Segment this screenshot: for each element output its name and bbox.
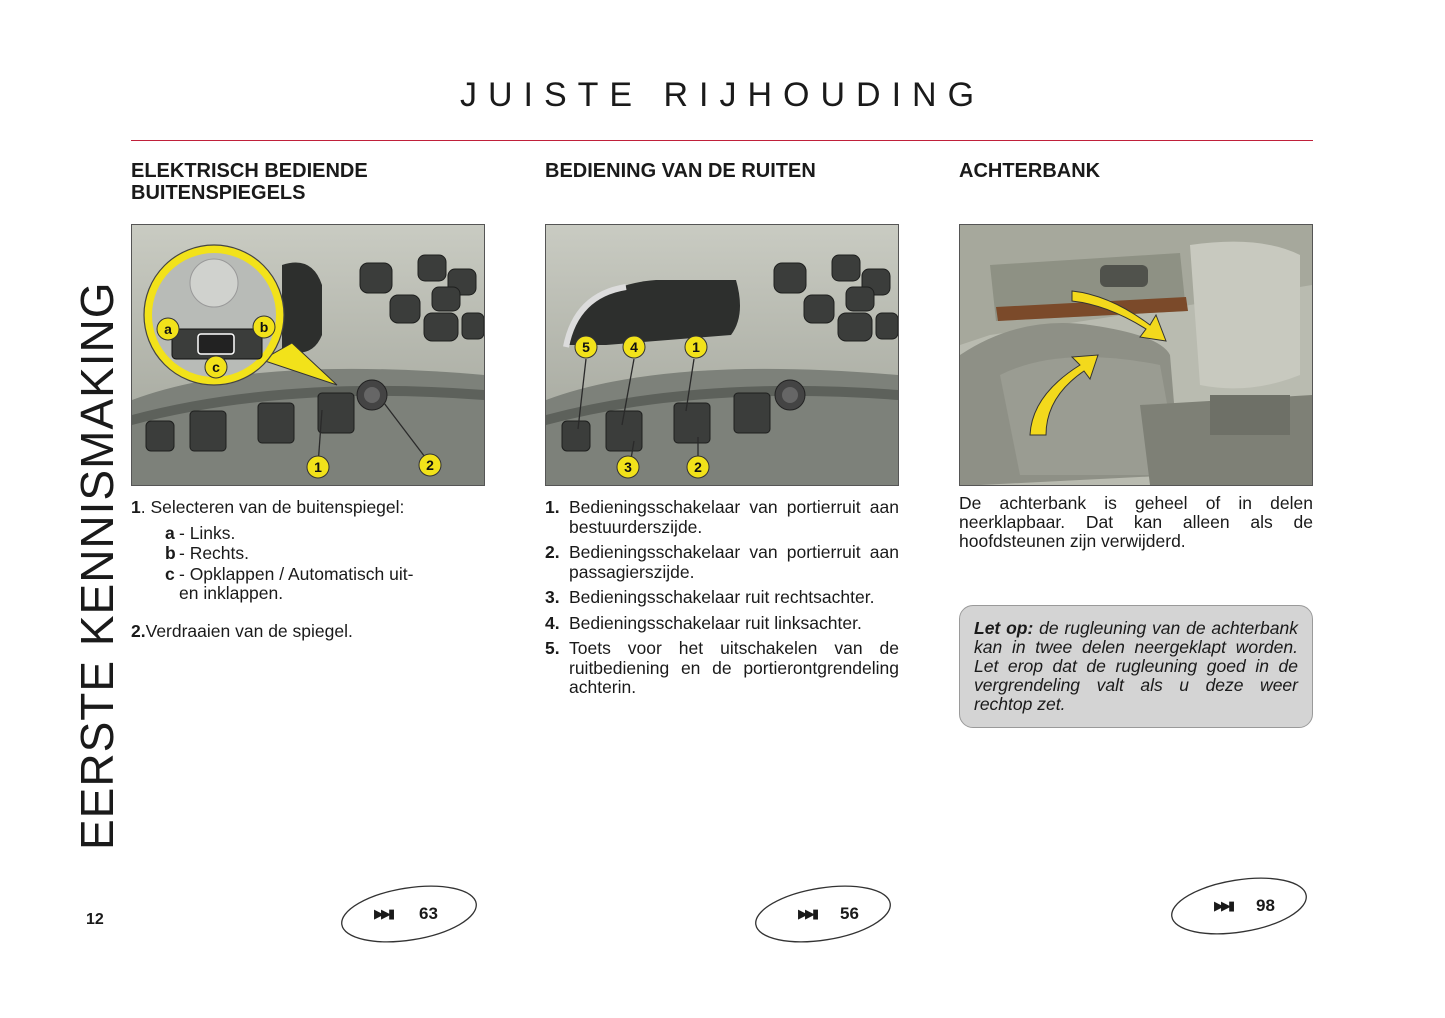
reference-page: 63 [419,904,438,923]
rear-seat-heading: ACHTERBANK [959,160,1101,182]
item-text: Toets voor het uitschakelen van de ruitbediening en de portierontgrendeling achterin. [569,638,899,697]
mirrors-heading: ELEKTRISCH BEDIENDE BUITENSPIEGELS [131,160,368,204]
sub-text: - Rechts. [179,543,250,563]
sub-letter: a [165,522,175,543]
reference-page: 56 [840,904,859,923]
skip-forward-icon: ▶▶▮ [1214,898,1233,913]
item-number: 5. [545,638,560,658]
reference-page: 98 [1256,896,1275,915]
page-reference-63[interactable] [338,882,480,946]
title-rule [131,140,1313,141]
list-item [545,498,899,537]
list-item [131,498,485,518]
page-reference-98[interactable] [1168,874,1310,938]
item-text: Bedieningsschakelaar ruit linksachter. [569,612,862,633]
callout-a: a [164,321,172,337]
sub-item [131,544,485,564]
item-text: Bedieningsschakelaar van portierruit aan bestuurderszijde. [569,497,899,537]
rear-seat-photo [959,224,1313,486]
mirrors-column [131,160,485,641]
callout-4: 4 [630,339,638,355]
list-item [545,614,899,634]
skip-forward-icon: ▶▶▮ [798,906,817,921]
item-text: . Selecteren van de buitenspiegel: [140,497,405,517]
section-side-title: EERSTE KENNISMAKING [71,281,123,850]
callout-2: 2 [426,457,434,473]
callout-1: 1 [314,459,322,475]
item-number: 2. [131,620,146,641]
item-number: 2. [545,542,560,562]
item-text: Bedieningsschakelaar van portierruit aan passagierszijde. [569,542,899,582]
sub-text: - Links. [179,522,236,543]
mirror-controls-photo [131,224,485,486]
window-controls-photo [545,224,899,486]
page-number: 12 [86,911,104,928]
sub-text: - Opklappen / Automatisch uit- en inklappen. [179,563,414,603]
windows-column [545,160,899,697]
sub-item [131,565,425,604]
list-item [131,622,485,642]
callout-1: 1 [692,339,700,355]
item-text: Verdraaien van de spiegel. [145,620,353,641]
item-number: 4. [545,612,560,633]
callout-b: b [259,319,269,335]
page-reference-56[interactable] [752,882,894,946]
list-item [545,543,899,582]
rear-seat-column [959,160,1313,714]
rear-seat-description: De achterbank is geheel of in delen neerklapbaar. Dat kan alleen als de hoofdsteunen zijn verwijderd. [959,493,1313,551]
callout-2: 2 [694,459,702,475]
list-item [545,639,899,698]
sub-letter: b [165,543,176,563]
page-title: JUISTE RIJHOUDING [459,76,986,114]
callout-c: c [212,359,220,375]
windows-list [545,498,899,704]
windows-heading: BEDIENING VAN DE RUITEN [545,160,816,182]
note-text: de rugleuning van de achterbank kan in twee delen neergeklapt worden. Let erop dat de rugleuning goed in de vergrendeling valt als u deze weer rechtop zet. [974,618,1298,714]
item-number: 3. [545,587,560,607]
callout-5: 5 [582,339,590,355]
warning-note [959,605,1313,728]
callout-3: 3 [624,459,632,475]
sub-letter: c [165,563,175,584]
item-number: 1. [545,497,560,517]
sub-item [131,524,485,544]
note-label: Let op: [974,618,1034,638]
mirrors-list [131,498,485,647]
list-item [545,588,899,608]
item-number: 1 [131,497,141,517]
item-text: Bedieningsschakelaar ruit rechtsachter. [569,587,875,607]
skip-forward-icon: ▶▶▮ [374,906,393,921]
